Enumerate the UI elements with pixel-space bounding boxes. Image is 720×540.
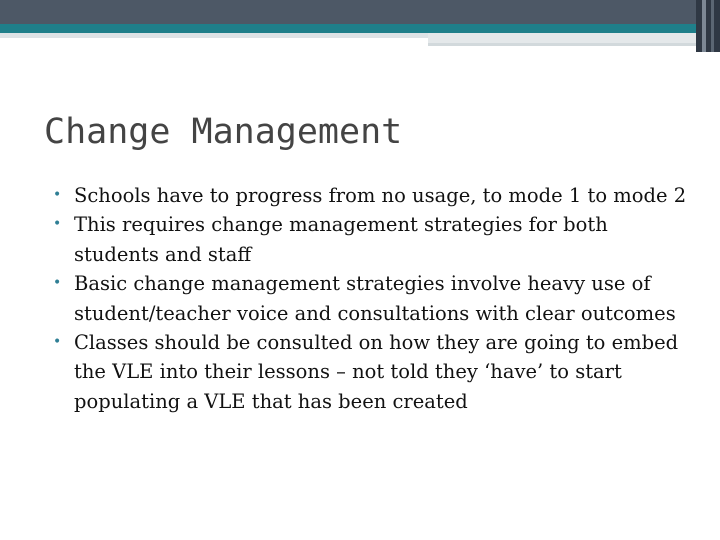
slide-title: Change Management xyxy=(44,112,403,152)
header-band-light-left xyxy=(0,33,428,38)
header-corner-accent xyxy=(696,0,720,52)
bullet-item xyxy=(53,328,693,416)
header-corner-stripe-2 xyxy=(711,0,714,52)
bullet-marker-icon: • xyxy=(53,275,62,292)
bullet-marker-icon: • xyxy=(53,187,62,203)
bullet-list xyxy=(53,181,693,416)
header-band-light-right xyxy=(428,33,696,43)
bullet-text: Schools have to progress from no usage, to mode 1 to mode 2 xyxy=(74,184,687,207)
bullet-item xyxy=(53,269,693,328)
header-corner-stripe-1 xyxy=(702,0,706,52)
bullet-text: This requires change management strategies for both students and staff xyxy=(74,213,608,266)
bullet-item xyxy=(53,181,693,210)
bullet-text: Basic change management strategies involve heavy use of student/teacher voice and consultations with clear outcomes xyxy=(74,272,676,325)
bullet-marker-icon: • xyxy=(53,216,62,233)
bullet-text: Classes should be consulted on how they are going to embed the VLE into their lessons – not told they ‘have’ to start populating a VLE that has been created xyxy=(74,331,679,413)
bullet-item xyxy=(53,210,693,269)
header-band-dark xyxy=(0,0,720,24)
bullet-marker-icon: • xyxy=(53,334,62,351)
header-band-light-line xyxy=(428,43,696,46)
header-band-teal xyxy=(0,24,720,33)
